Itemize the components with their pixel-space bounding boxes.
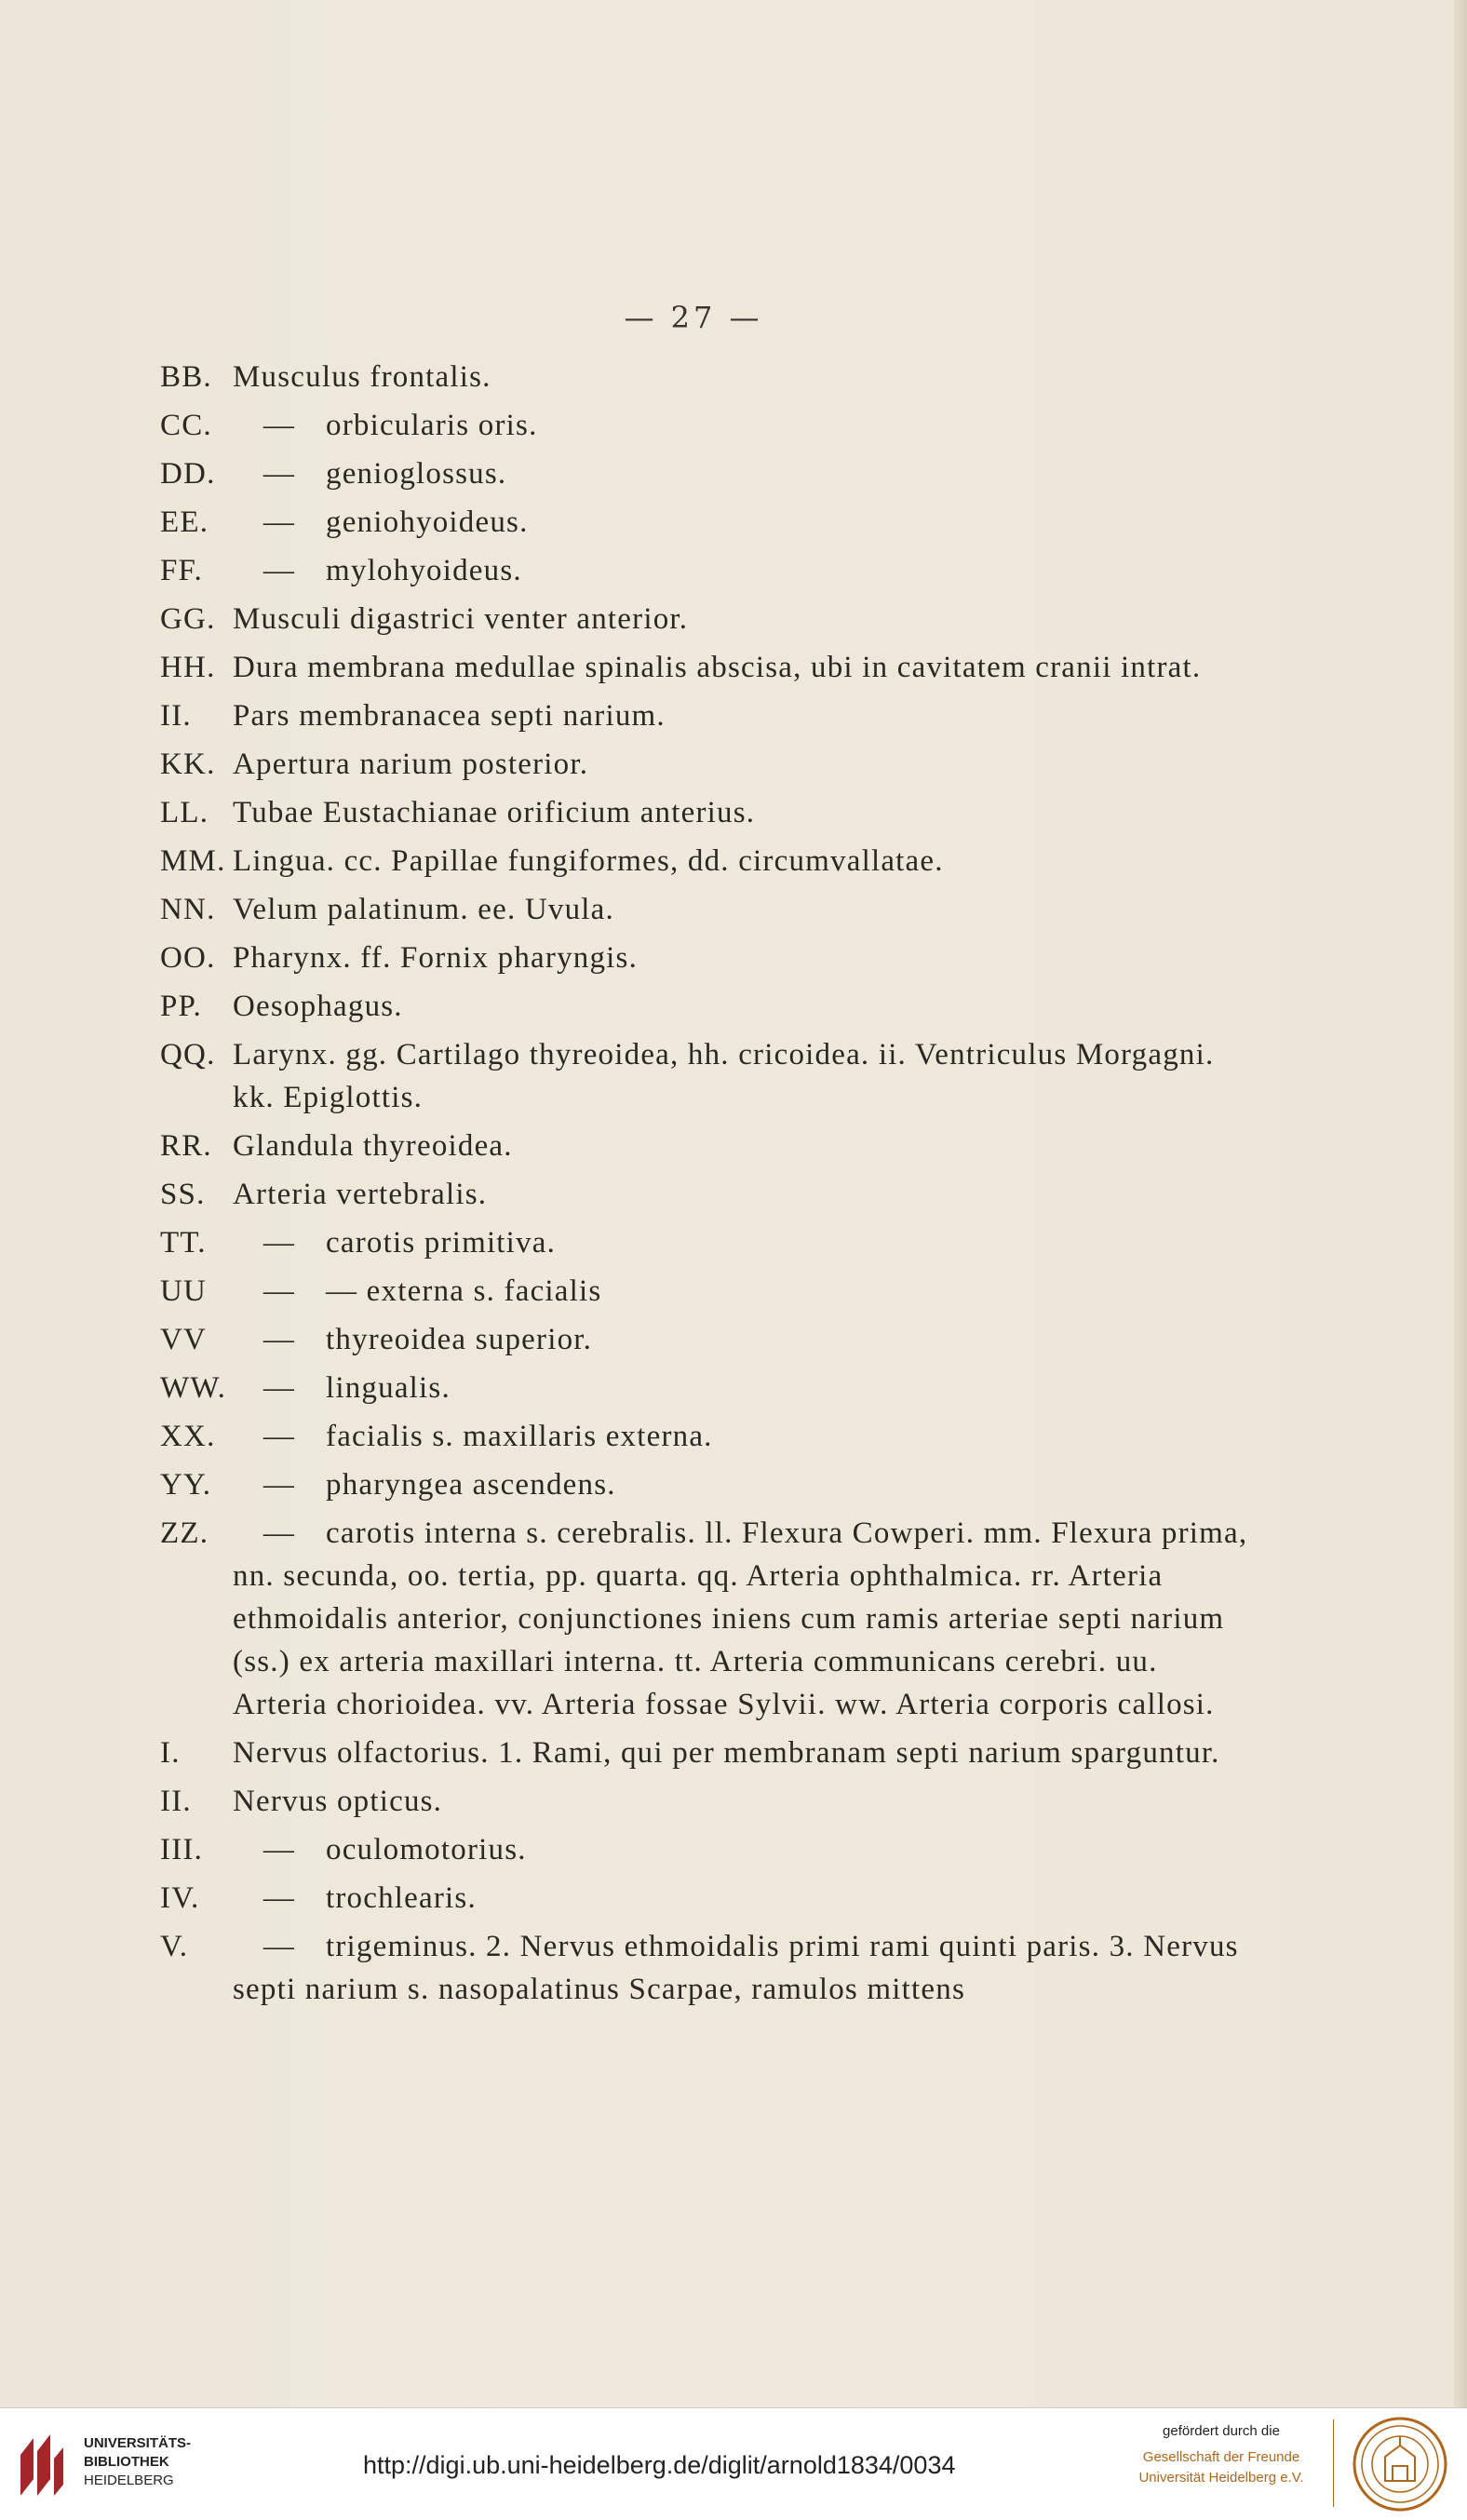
entry-text-block	[140, 840, 1257, 883]
legend-entry	[140, 1173, 1257, 1216]
entry-text-block	[140, 1732, 1257, 1774]
entry-text: Lingua. cc. Papillae fungiformes, dd. circumvallatae.	[233, 844, 944, 878]
entry-text: carotis primitiva.	[326, 1226, 557, 1260]
entry-text-block	[140, 501, 1257, 544]
entry-label: LL.	[160, 796, 209, 829]
entry-text: genioglossus.	[326, 457, 507, 491]
entry-label: CC.	[160, 409, 212, 442]
legend-entry	[140, 1125, 1257, 1167]
entry-text: Glandula thyreoidea.	[233, 1129, 513, 1163]
legend-entries	[140, 356, 1257, 2016]
legend-entry	[140, 1828, 1257, 1871]
ditto-dash: —	[262, 1323, 296, 1356]
entry-text-block	[140, 404, 1257, 447]
entry-label: III.	[160, 1833, 204, 1866]
entry-text-block	[140, 888, 1257, 931]
entry-text-block	[140, 1925, 1257, 2011]
ditto-dash: —	[262, 1468, 296, 1502]
entry-text: lingualis.	[326, 1371, 451, 1405]
entry-label: II.	[160, 1785, 192, 1818]
entry-text: Arteria vertebralis.	[233, 1178, 488, 1211]
entry-text: Dura membrana medullae spinalis abscisa, ubi in cavitatem cranii intrat.	[233, 651, 1202, 684]
legend-entry	[140, 694, 1257, 737]
entry-text: facialis s. maxillaris externa.	[326, 1420, 713, 1453]
entry-text: Musculi digastrici venter anterior.	[233, 602, 689, 636]
entry-text-block	[140, 549, 1257, 592]
entry-label: SS.	[160, 1178, 206, 1211]
permalink-url[interactable]: http://digi.ub.uni-heidelberg.de/diglit/arnold1834/0034	[363, 2451, 956, 2479]
entry-text: thyreoidea superior.	[326, 1323, 593, 1356]
entry-text: Nervus olfactorius. 1. Rami, qui per membranam septi narium sparguntur.	[233, 1736, 1220, 1770]
entry-label: MM.	[160, 844, 226, 878]
legend-entry	[140, 1463, 1257, 1506]
entry-text: trochlearis.	[326, 1881, 477, 1915]
entry-label: ZZ.	[160, 1516, 209, 1550]
library-name	[84, 2434, 191, 2490]
ditto-dash: —	[262, 457, 296, 491]
ditto-dash: —	[262, 505, 296, 539]
entry-text: orbicularis oris.	[326, 409, 538, 442]
ditto-dash: —	[262, 1420, 296, 1453]
entry-label: QQ.	[160, 1038, 216, 1071]
entry-text-block	[140, 598, 1257, 640]
entry-label: II.	[160, 699, 192, 733]
entry-label: VV	[160, 1323, 208, 1356]
entry-text-block	[140, 937, 1257, 979]
entry-text-block	[140, 1221, 1257, 1264]
library-name-line1: UNIVERSITÄTS-	[84, 2435, 192, 2451]
entry-label: BB.	[160, 360, 212, 394]
entry-text: Nervus opticus.	[233, 1785, 443, 1818]
footer-divider	[1333, 2419, 1334, 2507]
ditto-dash: —	[262, 1516, 296, 1550]
entry-text: geniohyoideus.	[326, 505, 529, 539]
entry-text-block	[140, 1367, 1257, 1409]
legend-entry	[140, 840, 1257, 883]
entry-text-block	[140, 1173, 1257, 1216]
legend-entry	[140, 1367, 1257, 1409]
entry-text-block	[140, 1780, 1257, 1823]
ditto-dash: —	[262, 1881, 296, 1915]
sponsor-org-line1: Gesellschaft der Freunde	[1142, 2449, 1300, 2465]
entry-text: — externa s. facialis	[326, 1274, 602, 1308]
legend-entry	[140, 1925, 1257, 2011]
legend-entry	[140, 646, 1257, 689]
sponsor-lead: gefördert durch die	[1163, 2423, 1280, 2439]
entry-text-block	[140, 452, 1257, 495]
university-seal-icon[interactable]	[1352, 2416, 1448, 2513]
ditto-dash: —	[262, 409, 296, 442]
entry-text: Larynx. gg. Cartilago thyreoidea, hh. cricoidea. ii. Ventriculus Morgagni. kk. Epiglottis.	[233, 1038, 1215, 1114]
library-name-line2: BIBLIOTHEK	[84, 2454, 169, 2470]
legend-entry	[140, 356, 1257, 398]
entry-label: TT.	[160, 1226, 207, 1260]
entry-text: pharyngea ascendens.	[326, 1468, 616, 1502]
entry-label: RR.	[160, 1129, 212, 1163]
entry-label: XX.	[160, 1420, 216, 1453]
entry-text-block	[140, 356, 1257, 398]
entry-label: EE.	[160, 505, 209, 539]
entry-text-block	[140, 646, 1257, 689]
entry-text-block	[140, 1877, 1257, 1920]
legend-entry	[140, 598, 1257, 640]
entry-label: FF.	[160, 554, 203, 587]
legend-entry	[140, 1732, 1257, 1774]
legend-entry	[140, 888, 1257, 931]
legend-entry	[140, 1270, 1257, 1313]
sponsor-org-line2: Universität Heidelberg e.V.	[1138, 2470, 1304, 2486]
entry-text-block	[140, 1270, 1257, 1313]
ditto-dash: —	[262, 1833, 296, 1866]
entry-label: IV.	[160, 1881, 200, 1915]
entry-label: DD.	[160, 457, 216, 491]
entry-label: HH.	[160, 651, 216, 684]
legend-entry	[140, 452, 1257, 495]
legend-entry	[140, 1415, 1257, 1458]
entry-text-block	[140, 1033, 1257, 1119]
entry-text-block	[140, 694, 1257, 737]
ditto-dash: —	[262, 1930, 296, 1963]
legend-entry	[140, 1318, 1257, 1361]
entry-label: UU	[160, 1274, 208, 1308]
legend-entry	[140, 1512, 1257, 1726]
entry-text-block	[140, 743, 1257, 786]
entry-label: PP.	[160, 990, 202, 1023]
ditto-dash: —	[262, 1274, 296, 1308]
legend-entry	[140, 549, 1257, 592]
entry-text-block	[140, 1512, 1257, 1726]
entry-text: Apertura narium posterior.	[233, 748, 589, 781]
legend-entry	[140, 937, 1257, 979]
entry-text-block	[140, 1415, 1257, 1458]
sponsor-block[interactable]	[1119, 2421, 1324, 2488]
entry-label: WW.	[160, 1371, 227, 1405]
page-edge	[1454, 0, 1467, 2407]
entry-text-block	[140, 1828, 1257, 1871]
entry-text-block	[140, 1318, 1257, 1361]
entry-text-block	[140, 791, 1257, 834]
entry-label: GG.	[160, 602, 216, 636]
footer-bar	[0, 2407, 1467, 2520]
entry-label: NN.	[160, 893, 216, 926]
page-number: — 27 —	[624, 300, 763, 335]
entry-text-block	[140, 1125, 1257, 1167]
legend-entry	[140, 1033, 1257, 1119]
legend-entry	[140, 791, 1257, 834]
entry-label: I.	[160, 1736, 181, 1770]
entry-text: Pars membranacea septi narium.	[233, 699, 666, 733]
ditto-dash: —	[262, 554, 296, 587]
entry-text: carotis interna s. cerebralis. ll. Flexura Cowperi. mm. Flexura prima, nn. secunda, oo. tertia, pp. quarta. qq. Arteria ophthalmica. rr. Arteria ethmoidalis anterior, conjunctiones iniens cum ramis arteriae septi narium (ss.) ex arteria maxillari interna. tt. Arteria communicans cerebri. uu. Arteria chorioidea. vv. Arteria fossae Sylvii. ww. Arteria corporis callosi.	[233, 1516, 1248, 1721]
legend-entry	[140, 1780, 1257, 1823]
entry-label: OO.	[160, 941, 216, 975]
legend-entry	[140, 743, 1257, 786]
library-name-line3: HEIDELBERG	[84, 2473, 174, 2488]
entry-text: Tubae Eustachianae orificium anterius.	[233, 796, 756, 829]
entry-text-block	[140, 1463, 1257, 1506]
library-emblem-icon	[15, 2431, 67, 2501]
ditto-dash: —	[262, 1226, 296, 1260]
entry-label: V.	[160, 1930, 189, 1963]
legend-entry	[140, 985, 1257, 1028]
entry-text: trigeminus. 2. Nervus ethmoidalis primi rami quinti paris. 3. Nervus septi narium s. nasopalatinus Scarpae, ramulos mittens	[233, 1930, 1239, 2006]
legend-entry	[140, 404, 1257, 447]
entry-text-block	[140, 985, 1257, 1028]
entry-text: Velum palatinum. ee. Uvula.	[233, 893, 614, 926]
entry-text: oculomotorius.	[326, 1833, 527, 1866]
entry-label: YY.	[160, 1468, 212, 1502]
legend-entry	[140, 501, 1257, 544]
entry-text: Oesophagus.	[233, 990, 403, 1023]
entry-text: mylohyoideus.	[326, 554, 522, 587]
entry-label: KK.	[160, 748, 216, 781]
ditto-dash: —	[262, 1371, 296, 1405]
legend-entry	[140, 1877, 1257, 1920]
entry-text: Pharynx. ff. Fornix pharyngis.	[233, 941, 639, 975]
library-logo[interactable]	[15, 2427, 192, 2505]
entry-text: Musculus frontalis.	[233, 360, 491, 394]
legend-entry	[140, 1221, 1257, 1264]
